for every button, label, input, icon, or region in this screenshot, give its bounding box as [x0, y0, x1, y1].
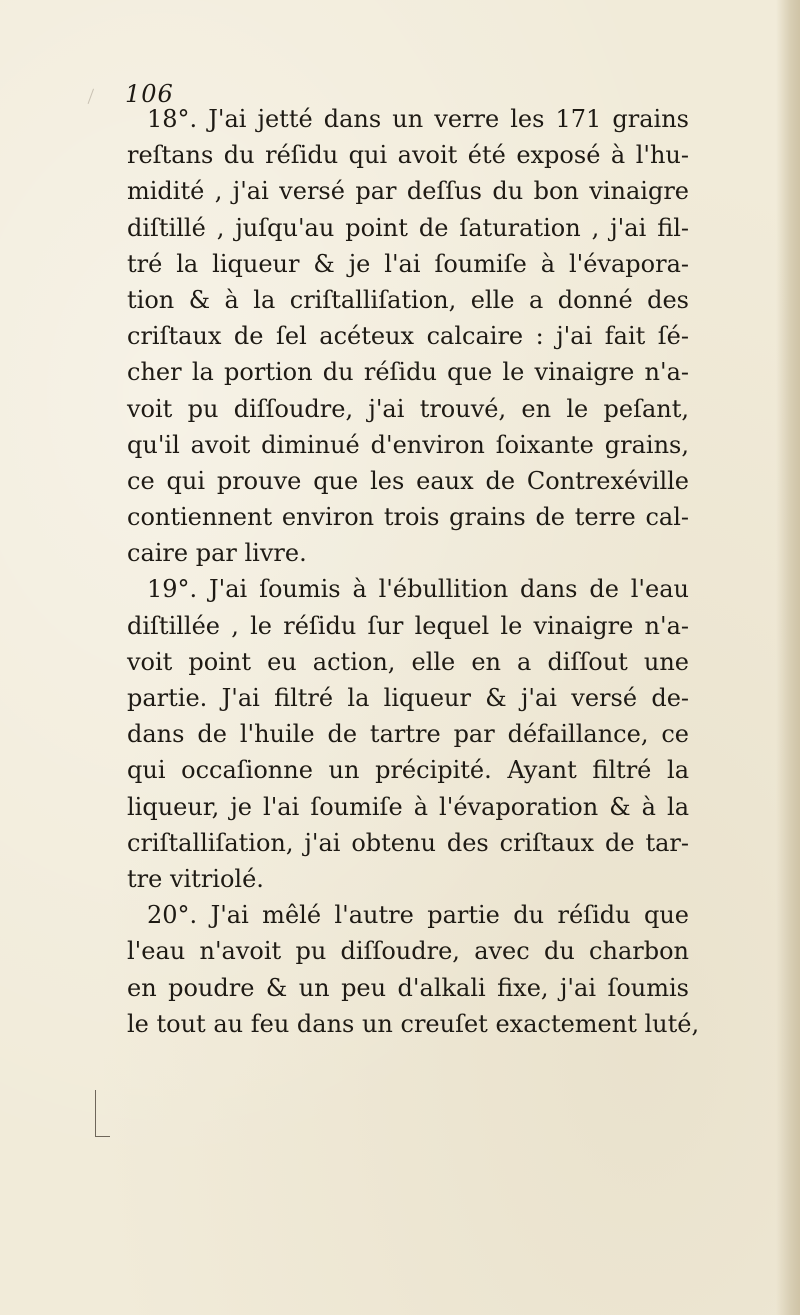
text-line: qui occaſionne un précipité. Ayant filtré la [127, 756, 689, 785]
text-line: dans de l'huile de tartre par défaillance, ce [127, 720, 689, 749]
text-line: 18°. J'ai jetté dans un verre les 171 grains [147, 105, 689, 133]
text-line: voit point eu action, elle en a diſſout une [127, 647, 689, 676]
text-line: en poudre & un peu d'alkali fixe, j'ai ſoumis [127, 973, 689, 1002]
text-line: 19°. J'ai ſoumis à l'ébullition dans de l'eau [147, 575, 689, 604]
text-line: l'eau n'avoit pu diſſoudre, avec du charbon [127, 937, 689, 966]
margin-bracket-mark [95, 1090, 110, 1137]
body-text [127, 101, 700, 1042]
text-line: cher la portion du réſidu que le vinaigre n'a- [127, 358, 689, 387]
text-line: diſtillée , le réſidu ſur lequel le vinaigre n'a- [127, 611, 689, 640]
text-line: partie. J'ai filtré la liqueur & j'ai versé de- [127, 684, 689, 712]
margin-pencil-mark [88, 89, 104, 108]
text-line: tion & à la criſtalliſation, elle a donné des [127, 285, 689, 314]
text-line: caire par livre. [127, 539, 307, 568]
text-line: 20°. J'ai mêlé l'autre partie du réſidu que [147, 901, 689, 930]
text-line: midité , j'ai versé par deſſus du bon vinaigre [127, 177, 689, 206]
text-line: tré la liqueur & je l'ai ſoumiſe à l'évapora- [127, 249, 689, 278]
text-line: voit pu diſſoudre, j'ai trouvé, en le peſant, [127, 394, 689, 423]
text-line: criſtaux de ſel acéteux calcaire : j'ai fait ſé- [127, 322, 689, 351]
text-line: criſtalliſation, j'ai obtenu des criſtaux de tar- [127, 828, 689, 857]
text-line: tre vitriolé. [127, 864, 264, 893]
text-line: diſtillé , juſqu'au point de ſaturation , j'ai fil- [127, 213, 689, 242]
text-line: ce qui prouve que les eaux de Contrexéville [127, 466, 689, 495]
page-edge-shadow [776, 0, 800, 1315]
text-line: qu'il avoit diminué d'environ ſoixante grains, [127, 430, 689, 459]
text-line: le tout au feu dans un creuſet exactement luté, [127, 1009, 700, 1038]
text-line: reſtans du réſidu qui avoit été exposé à l'hu- [127, 141, 689, 170]
text-line: contiennent environ trois grains de terre cal- [127, 503, 689, 532]
text-line: liqueur, je l'ai ſoumiſe à l'évaporation & à la [127, 792, 689, 821]
page-number: 106 [125, 80, 174, 108]
